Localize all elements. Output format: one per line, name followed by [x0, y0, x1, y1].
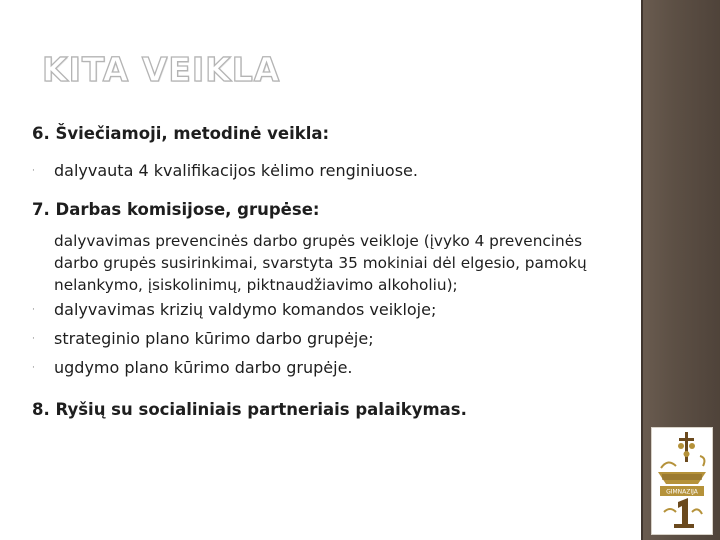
paragraph-line: dalyvavimas prevencinės darbo grupės veikloje (įvyko 4 prevencinės [54, 232, 583, 250]
list-item [32, 329, 374, 349]
bullet-icon: · [32, 305, 35, 315]
list-item [32, 300, 436, 320]
logo-ribbon-text: GIMNAZIJA [666, 488, 698, 496]
section-7-paragraph [54, 230, 614, 296]
sidebar-edge [641, 0, 643, 540]
list-item [32, 161, 418, 181]
paragraph-line: nelankymo, įsiskolinimų, piktnaudžiavimo alkoholiu); [54, 276, 458, 294]
list-item [32, 358, 353, 378]
bullet-icon: · [32, 334, 35, 344]
list-item-text: ugdymo plano kūrimo darbo grupėje. [54, 358, 353, 377]
bullet-icon: · [32, 363, 35, 373]
list-item-text: dalyvavimas krizių valdymo komandos veikloje; [54, 300, 437, 319]
page-title: KITA VEIKLA [42, 50, 281, 89]
section-8-heading: 8. Ryšių su socialiniais partneriais palaikymas. [32, 400, 467, 419]
bullet-icon: · [32, 166, 35, 176]
paragraph-line: darbo grupės susirinkimai, svarstyta 35 mokiniai dėl elgesio, pamokų [54, 254, 587, 272]
school-emblem-icon [652, 428, 712, 534]
section-6-heading: 6. Šviečiamoji, metodinė veikla: [32, 124, 330, 143]
list-item-text: dalyvauta 4 kvalifikacijos kėlimo renginiuose. [54, 161, 418, 180]
school-logo [651, 427, 713, 535]
section-7-heading: 7. Darbas komisijose, grupėse: [32, 200, 320, 219]
list-item-text: strateginio plano kūrimo darbo grupėje; [54, 329, 374, 348]
